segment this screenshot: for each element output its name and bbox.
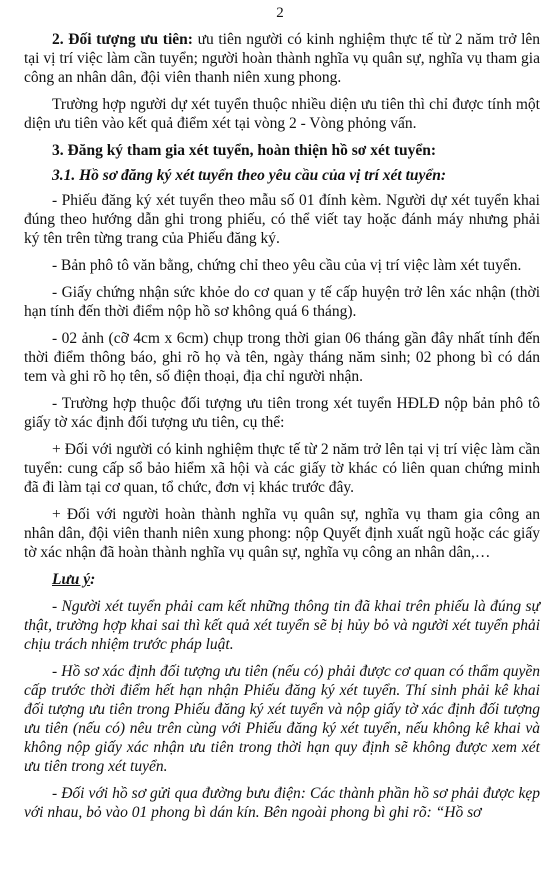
section-3-1-title: 3.1. Hồ sơ đăng ký xét tuyển theo yêu cầu của vị trí xét tuyển: [52,167,447,184]
requirement-item: - Giấy chứng nhận sức khỏe do cơ quan y tế cấp huyện trở lên xác nhận (thời hạn tính đến thời điểm nộp hồ sơ không quá 6 tháng). [24,284,540,320]
section-2-text: ưu tiên người có kinh nghiệm thực tế từ 2 năm trở lên tại vị trí việc làm cần tuyển; người hoàn thành nghĩa vụ quân sự, nghĩa vụ tham gia công an nhân dân, đội viên thanh niên xung phong. [24,31,541,86]
note-item: - Hồ sơ xác định đối tượng ưu tiên (nếu có) phải được cơ quan có thẩm quyền cấp trước thời điểm hết hạn nhận Phiếu đăng ký xét tuyển. Thí sinh phải kê khai đối tượng ưu tiên trong Phiếu đăng ký xét tuyển và nộp giấy tờ xác định đối tượng ưu tiên (nếu có) nêu trên cùng với Phiếu đăng ký xét tuyển, nếu không kê khai và không nộp giấy xác nhận ưu tiên trong thời hạn quy định sẽ không được xem xét ưu tiên trong xét tuyển. [24,663,540,775]
page-number: 2 [276,5,284,21]
note-title: Lưu ý [52,571,91,588]
section-3-title: 3. Đăng ký tham gia xét tuyển, hoàn thiện hồ sơ xét tuyển: [52,142,437,159]
requirement-item: - 02 ảnh (cỡ 4cm x 6cm) chụp trong thời gian 06 tháng gần đây nhất tính đến thời điểm thông báo, ghi rõ họ và tên, ngày tháng năm sinh; 02 phong bì có dán tem và ghi rõ họ tên, số điện thoại, địa chỉ người nhận. [24,330,540,385]
note-heading [24,570,540,589]
requirement-item: - Bản phô tô văn bằng, chứng chỉ theo yêu cầu của vị trí việc làm xét tuyển. [52,257,522,274]
note-item: - Người xét tuyển phải cam kết những thông tin đã khai trên phiếu là đúng sự thật, trường hợp khai sai thì kết quả xét tuyển sẽ bị hủy bỏ và người xét tuyển phải chịu trách nhiệm trước pháp luật. [24,598,540,653]
note-colon: : [90,571,96,588]
priority-subitem: + Đối với người có kinh nghiệm thực tế từ 2 năm trở lên tại vị trí việc làm cần tuyển: cung cấp sổ bảo hiểm xã hội và các giấy tờ khác có liên quan chứng minh đã đi làm tại cơ quan, tổ chức, đơn vị khác trước đây. [24,441,540,496]
section-2-paragraph [24,30,540,87]
requirement-item: - Trường hợp thuộc đối tượng ưu tiên trong xét tuyển HĐLĐ nộp bản phô tô giấy tờ xác định đối tượng ưu tiên, cụ thể: [24,395,540,431]
document-body [0,30,560,822]
priority-subitem: + Đối với người hoàn thành nghĩa vụ quân sự, nghĩa vụ tham gia công an nhân dân, đội viên thanh niên xung phong: nộp Quyết định xuất ngũ hoặc các giấy tờ xác nhận đã hoàn thành nghĩa vụ quân sự, nghĩa vụ công an nhân dân,… [24,506,540,561]
requirement-item: - Phiếu đăng ký xét tuyển theo mẫu số 01 đính kèm. Người dự xét tuyển khai đúng theo hướng dẫn ghi trong phiếu, có thể viết tay hoặc đánh máy nhưng phải ký tên trên từng trang của Phiếu đăng ký. [24,192,540,247]
section-2-note: Trường hợp người dự xét tuyển thuộc nhiều diện ưu tiên thì chỉ được tính một diện ưu tiên vào kết quả điểm xét tại vòng 2 - Vòng phỏng vấn. [24,96,540,132]
note-item: - Đối với hồ sơ gửi qua đường bưu điện: Các thành phần hồ sơ phải được kẹp với nhau, bỏ vào 01 phong bì dán kín. Bên ngoài phong bì ghi rõ: “Hồ sơ [24,785,540,821]
section-2-title: 2. Đối tượng ưu tiên: [52,31,193,48]
